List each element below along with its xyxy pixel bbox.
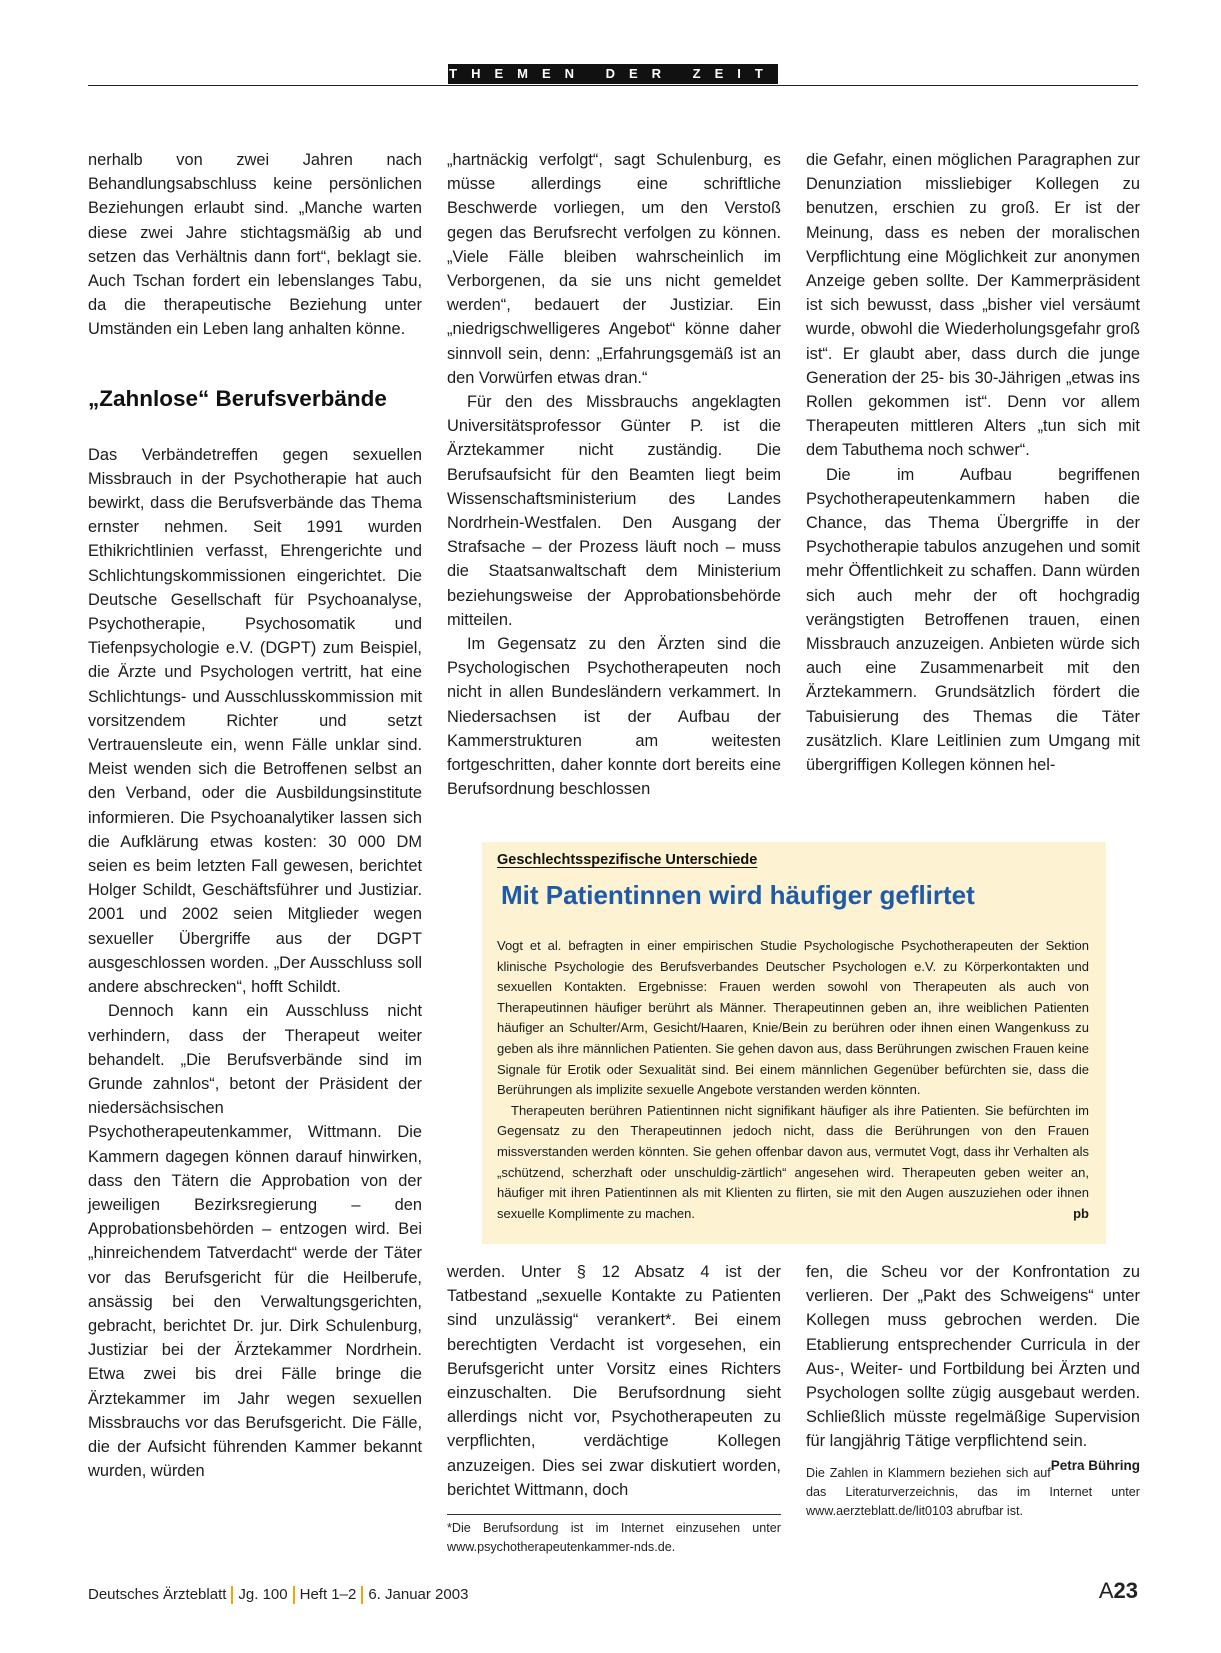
literature-note: Die Zahlen in Klammern beziehen sich auf das Literaturverzeichnis, das im Internet unter www.aerzteblatt.de/lit0103 abrufbar ist. — [806, 1465, 1140, 1518]
box-kicker: Geschlechtsspezifische Unterschiede — [497, 852, 758, 868]
header-rule — [88, 85, 1138, 86]
page-number-prefix: A — [1098, 1578, 1114, 1603]
box-paragraph-2-text: Therapeuten berühren Patientinnen nicht signifikant häufiger als ihre Patienten. Sie befürchten im Gegensatz zu den Therapeutinnen jedoch nicht, dass die Berührungen von den Frauen missverstanden werden könnten. Sie gehen offenbar davon aus, vermutet Vogt, dass ihr Verhalten als „schützend, scherzhaft oder unschuldig-zärtlich“ angesehen wird. Therapeuten geben weiter an, häufiger mit ihren Patientinnen als mit Klienten zu flirten, sie mit den Augen auszuziehen oder ihnen sexuelle Komplimente zu machen. — [497, 1102, 1089, 1221]
col1-paragraph-2: Das Verbändetreffen gegen sexuellen Missbrauch in der Psychotherapie hat auch bewirkt, dass die Berufsverbände das Thema ernster nehmen. Seit 1991 wurden Ethikrichtlinien verfasst, Ehrengerichte und Schlichtungskommissionen eingerichtet. Die Deutsche Gesellschaft für Psychoanalyse, Psychotherapie, Psychosomatik und Tiefenpsychologie e.V. (DGPT) zum Beispiel, die Ärzte und Psychologen vertritt, hat eine Schlichtungs- und Ausschlusskommission mit vorsitzendem Richter und setzt Vertrauensleute ein, wenn Fälle unklar sind. Meist wenden sich die Betroffenen selbst an den Verband, oder die Ausbildungsinstitute informieren. Die Psychoanalytiker lassen sich die Aufklärung etwas kosten: 30 000 DM seien es beim letzten Fall gewesen, berichtet Holger Schildt, Geschäftsführer und Justiziar. 2001 und 2002 seien Mitglieder wegen sexueller Übergriffe aus der DGPT ausgeschlossen worden. „Der Ausschluss soll andere abschrecken“, hofft Schildt. — [88, 445, 422, 997]
column-2-top — [447, 148, 781, 801]
page-number-value: 23 — [1113, 1578, 1138, 1603]
col1-paragraph-3: Dennoch kann ein Ausschluss nicht verhindern, dass der Therapeut weiter behandelt. „Die Berufsverbände sind im Grunde zahnlos“, betont der Präsident der niedersächsischen Psychotherapeutenkammer, Wittmann. Die Kammern dagegen können darauf hinwirken, dass den Tätern die Approbation von der jeweiligen Bezirksregierung – den Approbationsbehörden – entzogen wird. Bei „hinreichendem Tatverdacht“ werde der Täter vor das Berufsgericht für die Heilberufe, ansässig bei den Verwaltungsgerichten, gebracht, berichtet Dr. jur. Dirk Schulenburg, Justiziar bei der Ärztekammer Nordrhein. Etwa zwei bis drei Fälle bringe die Ärztekammer im Jahr wegen sexuellen Missbrauchs vor das Berufsgericht. Die Fälle, die der Aufsicht führenden Kammer bekannt wurden, würden — [88, 1002, 422, 1481]
box-paragraph-1: Vogt et al. befragten in einer empirischen Studie Psychologische Psychotherapeuten der Sektion klinische Psychologie des Berufsverbandes Deutscher Psychologen e.V. zu Körperkontakten und sexuellen Kontakten. Ergebnisse: Frauen werden sowohl von Therapeuten als auch von Therapeutinnen häufiger berührt als Männer. Therapeutinnen geben an, ihre weiblichen Patienten häufiger an Schulter/Arm, Gesicht/Haaren, Knie/Bein zu berühren oder ihnen einen Wangenkuss zu geben als ihre männlichen Patienten. Sie gehen davon aus, dass Berührungen zwischen Frauen keine Signale für Erotik oder Sexualität sind. Bei einem männlichen Gegenüber befürchten sie, dass die Berührungen als implizite sexuelle Angebote verstanden werden könnten. — [497, 938, 1089, 1098]
author-signature: Petra Bühring — [1050, 1457, 1140, 1473]
sidebar-box — [482, 842, 1106, 1244]
column-1 — [88, 148, 422, 1483]
box-signature: pb — [1073, 1205, 1089, 1221]
footer-issue: Heft 1–2 — [299, 1586, 357, 1603]
col3-paragraph-2: Die im Aufbau begriffenen Psychotherapeutenkammern haben die Chance, das Thema Übergriffe in der Psychotherapie tabulos anzugehen und somit mehr Öffentlichkeit zu schaffen. Dann würden sich auch mehr der oft hochgradig verängstigten Betroffenen trauen, einen Missbrauch anzuzeigen. Anbieten würde sich auch eine Zusammenarbeit mit den Ärztekammern. Grundsätzlich fördert die Tabuisierung des Themas die Täter zusätzlich. Klare Leitlinien zum Umgang mit übergriffigen Kollegen können hel- — [806, 465, 1140, 775]
box-paragraph-2 — [497, 1101, 1089, 1225]
footer-divider — [231, 1586, 233, 1604]
col3-paragraph-1: die Gefahr, einen möglichen Paragraphen zur Denunziation missliebiger Kollegen zu benutzen, erschien zu groß. Er ist der Meinung, dass es neben der moralischen Verpflichtung eine Möglichkeit zur anonymen Anzeige geben sollte. Der Kammerpräsident ist sich bewusst, dass „bisher viel versäumt wurde, obwohl die Wiederholungsgefahr groß ist“. Er glaubt aber, dass durch die junge Generation der 25- bis 30-Jährigen „etwas ins Rollen gekommen ist“. Denn vor allem Therapeuten mittleren Alters „tun sich mit dem Tabuthema noch schwer“. — [806, 151, 1140, 460]
section-banner: THEMEN DER ZEIT — [448, 64, 778, 84]
footnote-rule — [447, 1514, 781, 1515]
column-3-top — [806, 148, 1140, 777]
column-3-bottom — [806, 1260, 1140, 1521]
box-title: Mit Patientinnen wird häufiger geflirtet — [501, 880, 975, 910]
footer-journal: Deutsches Ärzteblatt — [88, 1586, 227, 1603]
page-number — [1099, 1580, 1138, 1602]
col3-paragraph-3-text: fen, die Scheu vor der Konfrontation zu verlieren. Der „Pakt des Schweigens“ unter Kollegen muss gebrochen werden. Die Etablierung entsprechender Curricula in der Aus-, Weiter- und Fortbildung bei Ärzten und Psychologen sollte zügig ausgebaut werden. Schließlich müsste regelmäßige Supervision für langjährig Tätige verpflichtend sein. — [806, 1263, 1140, 1451]
col2-paragraph-1: „hartnäckig verfolgt“, sagt Schulenburg, es müsse allerdings eine schriftliche Beschwerde vorliegen, um den Verstoß gegen das Berufsrecht verfolgen zu können. „Viele Fälle bleiben wahrscheinlich im Verborgenen, da sie uns nicht gemeldet werden“, bedauert der Justiziar. Ein „niedrigschwelligeres Angebot“ könne daher sinnvoll sein, denn: „Erfahrungsgemäß ist an den Vorwürfen etwas dran.“ — [447, 151, 781, 387]
col3-paragraph-3 — [806, 1260, 1140, 1473]
section-heading: „Zahnlose“ Berufsverbände — [88, 385, 387, 411]
col2-paragraph-3: Im Gegensatz zu den Ärzten sind die Psychologischen Psychotherapeuten noch nicht in allen Bundesländern verkammert. In Niedersachsen ist der Aufbau der Kammerstrukturen am weitesten fortgeschritten, daher konnte dort bereits eine Berufsordnung beschlossen — [447, 635, 781, 799]
box-text — [497, 936, 1089, 1224]
footnote: *Die Berufsordung ist im Internet einzusehen unter www.psychotherapeutenkammer-nds.de. — [447, 1521, 781, 1555]
footer-volume: Jg. 100 — [238, 1586, 288, 1603]
col2-paragraph-2: Für den des Missbrauchs angeklagten Universitätsprofessor Günter P. ist die Ärztekammer nicht zuständig. Die Berufsaufsicht für den Beamten liegt beim Wissenschaftsministerium des Landes Nordrhein-Westfalen. Den Ausgang der Strafsache – der Prozess läuft noch – muss die Staatsanwaltschaft dem Ministerium beziehungsweise der Approbationsbehörde mitteilen. — [447, 393, 781, 629]
col2-paragraph-4: werden. Unter § 12 Absatz 4 ist der Tatbestand „sexuelle Kontakte zu Patienten sind unzulässig“ verankert*. Bei einem berechtigten Verdacht ist vorgesehen, ein Berufsgericht unter Vorsitz eines Richters einzuschalten. Die Berufsordnung sieht allerdings nicht vor, Psychotherapeuten zu verpflichten, verdächtige Kollegen anzuzeigen. Dies sei zwar diskutiert worden, berichtet Wittmann, doch — [447, 1263, 781, 1499]
column-2-bottom — [447, 1260, 781, 1557]
page-footer — [88, 1578, 1138, 1606]
footer-divider — [361, 1586, 363, 1604]
footer-divider — [293, 1586, 295, 1604]
col1-paragraph-1: nerhalb von zwei Jahren nach Behandlungsabschluss keine persönlichen Beziehungen erlaubt sind. „Manche warten diese zwei Jahre stichtagsmäßig ab und setzen das Verhältnis dann fort“, beklagt sie. Auch Tschan fordert ein lebenslanges Tabu, da die therapeutische Beziehung unter Umständen ein Leben lang anhalten könne. — [88, 151, 422, 339]
footer-date: 6. Januar 2003 — [368, 1586, 469, 1603]
